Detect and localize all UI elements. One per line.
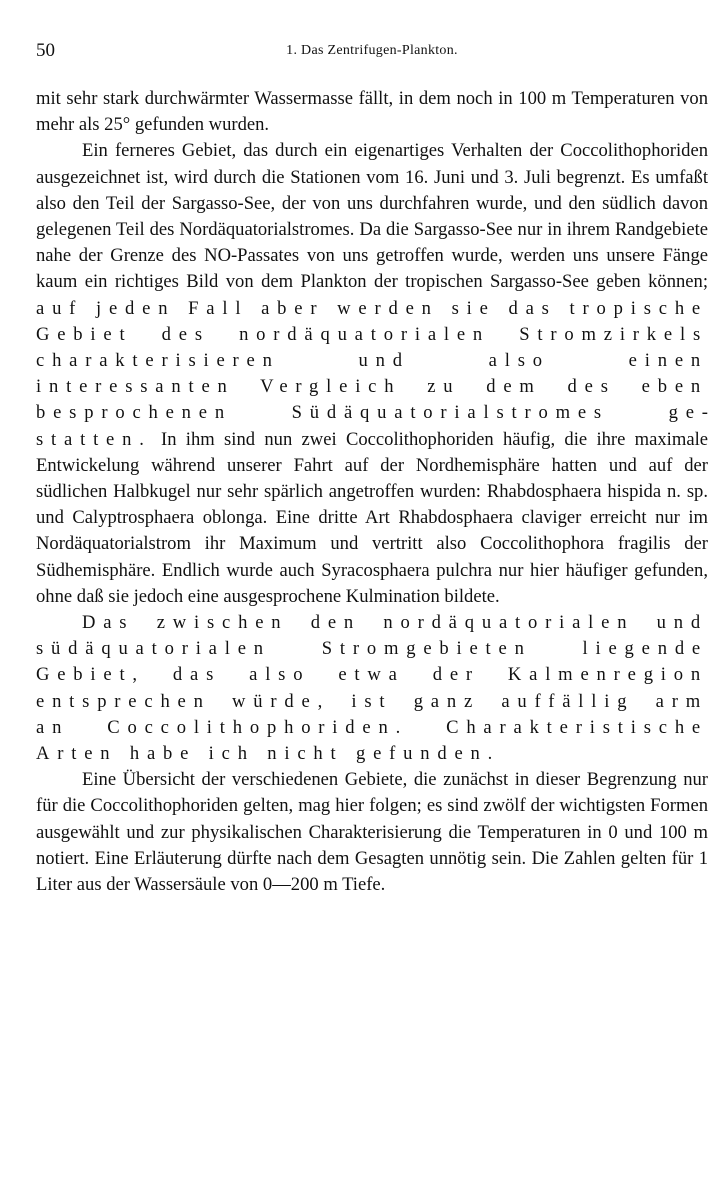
paragraph-1-text: mit sehr stark durchwärmter Wassermasse fällt, in dem noch in 100 m Temperaturen von mehr als 25° gefunden wurden. [36,88,708,136]
paragraph-4 [36,767,708,898]
paragraph-2-text: Ein ferneres Gebiet, das durch ein eigenartiges Verhalten der Coccolithophoriden ausgezeichnet ist, wird durch die Stationen vom 16. Juni und 3. Juli begrenzt. Es umfaßt also den Teil der Sargasso-See, der von uns durchfahren wurde, und den südlich davon gelegenen Teil des Nordäquatorialstromes. Da die Sargasso-See nur in ihrem Randgebiete nahe der Grenze des NO-Passates von uns getroffen wurde, werden uns unsere Fänge kaum ein richtiges Bild von dem Plankton der tropischen Sargasso-See geben können; [36,140,708,293]
paragraph-3 [36,610,708,767]
page-header [36,40,708,64]
paragraph-3-spaced-emphasis: Das zwischen den nordäquatorialen und südäquatorialen Stromgebieten liegende Gebiet, das also etwa der Kalmenregion entsprechen würde, ist ganz auffällig arm an Coccolithophoriden. Charakteristische Arten habe ich nicht gefunden. [36,612,708,765]
page-number: 50 [36,40,55,61]
paragraph-1 [36,86,708,138]
running-title: 1. Das Zentrifugen-Plankton. [286,43,458,58]
paragraph-2-spaced-emphasis: auf jeden Fall aber werden sie das tropische Gebiet des nordäquatorialen Stromzirkels charakterisieren und also einen interessanten Vergleich zu dem des eben besprochenen Südäquatorialstromes gestatten. [36,297,708,450]
paragraph-2-text-cont: In ihm sind nun zwei Coccolithophoriden häufig, die ihre maximale Entwickelung während unserer Fahrt auf der Nordhemisphäre hatten und auf der südlichen Halbkugel nur sehr spärlich angetroffen wurden: Rhabdosphaera hispida n. sp. und Calyptrosphaera oblonga. Eine dritte Art Rhabdosphaera claviger erreicht nur im Nordäquatorialstrom ihr Maximum und vertritt also Coccolithophora fragilis der Südhemisphäre. Endlich wurde auch Syracosphaera pulchra nur hier häufiger gefunden, ohne daß sie jedoch eine ausgesprochene Kulmination bildete. [36,428,708,607]
body-text [36,86,708,898]
paragraph-4-text: Eine Übersicht der verschiedenen Gebiete, die zunächst in dieser Begrenzung nur für die Coccolithophoriden gelten, mag hier folgen; es sind zwölf der wichtigsten Formen ausgewählt und zur physikalischen Charakterisierung die Temperaturen in 0 und 100 m notiert. Eine Erläuterung dürfte nach dem Gesagten unnötig sein. Die Zahlen gelten für 1 Liter aus der Wassersäule von 0—200 m Tiefe. [36,769,708,896]
paragraph-2 [36,138,708,610]
